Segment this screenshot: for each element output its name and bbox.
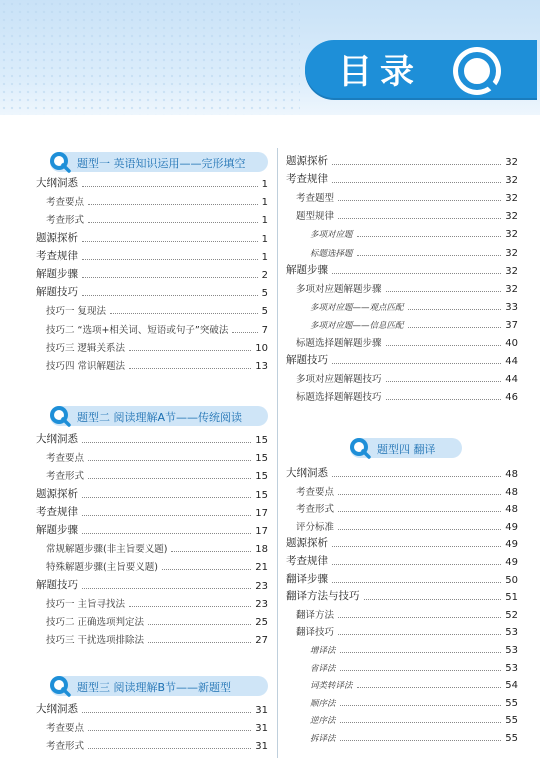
toc-entry[interactable]	[296, 605, 518, 621]
column-divider	[277, 148, 278, 758]
toc-entry-title: 省译法	[310, 663, 336, 674]
toc-entry-title: 逆序法	[310, 716, 336, 727]
toc-entry[interactable]	[46, 557, 268, 573]
toc-entry-title: 增译法	[310, 646, 336, 656]
toc-entry[interactable]	[310, 315, 518, 331]
toc-entry-title: 题源探析	[36, 487, 78, 500]
toc-entry-title: 技巧一 主旨寻找法	[46, 598, 126, 610]
toc-entry-page: 49	[505, 521, 518, 533]
toc-entry[interactable]	[36, 521, 268, 537]
dot-leader	[332, 163, 501, 165]
toc-entry-page: 32	[505, 157, 518, 168]
section-heading	[350, 438, 462, 458]
toc-entry[interactable]	[310, 243, 518, 259]
toc-entry-title: 考查要点	[46, 723, 85, 735]
toc-entry-title: 题型规律	[296, 211, 335, 223]
toc-entry[interactable]	[296, 279, 518, 295]
toc-entry-title: 多项对应题	[310, 230, 353, 241]
toc-entry[interactable]	[46, 594, 268, 610]
toc-entry-title: 考查形式	[46, 741, 85, 753]
toc-entry-page: 53	[505, 645, 518, 656]
dot-leader	[82, 258, 258, 260]
section-heading	[50, 152, 268, 172]
section-heading	[50, 406, 268, 426]
dot-leader	[340, 704, 502, 706]
toc-entry-title: 技巧二 正确选项判定法	[46, 617, 145, 628]
toc-entry-page: 51	[505, 592, 518, 604]
dot-leader	[338, 633, 501, 635]
toc-entry-title: 考查形式	[46, 215, 85, 227]
toc-entry[interactable]	[310, 710, 518, 726]
dot-leader	[232, 331, 257, 333]
toc-entry[interactable]	[310, 658, 518, 674]
magnifier-icon	[48, 150, 72, 174]
toc-entry[interactable]	[296, 482, 518, 498]
toc-entry-title: 考查形式	[46, 471, 85, 483]
toc-entry-page: 55	[505, 697, 518, 709]
magnifier-icon	[447, 40, 513, 102]
toc-entry[interactable]	[310, 728, 518, 744]
toc-entry[interactable]	[296, 333, 518, 349]
toc-entry-title: 多项对应题——观点匹配	[310, 302, 404, 313]
dot-leader	[332, 545, 501, 547]
dot-leader	[338, 493, 501, 495]
toc-entry[interactable]	[46, 192, 268, 208]
toc-entry-title: 常规解题步骤(非主旨要义题)	[46, 544, 168, 556]
toc-entry-page: 32	[505, 283, 518, 295]
toc-entry-title: 标题选择题	[310, 248, 353, 259]
toc-entry-page: 17	[255, 526, 268, 537]
toc-entry-page: 7	[261, 324, 268, 336]
dot-leader	[129, 349, 251, 351]
toc-entry[interactable]	[46, 612, 268, 628]
dot-leader	[386, 344, 502, 346]
dot-leader	[408, 326, 502, 328]
toc-entry[interactable]	[296, 622, 518, 638]
toc-entry-title: 题源探析	[286, 155, 328, 167]
dot-leader	[364, 598, 502, 600]
toc-entry[interactable]	[36, 503, 268, 519]
toc-entry-page: 15	[255, 435, 268, 446]
toc-entry-page: 15	[255, 489, 268, 501]
toc-entry[interactable]	[296, 499, 518, 515]
toc-entry[interactable]	[286, 152, 518, 168]
toc-entry[interactable]	[310, 224, 518, 240]
toc-entry-page: 48	[505, 469, 518, 480]
toc-entry-page: 49	[505, 539, 518, 551]
dot-leader	[338, 510, 501, 512]
toc-entry[interactable]	[46, 630, 268, 646]
toc-entry-page: 17	[255, 507, 268, 519]
dot-leader	[162, 568, 251, 570]
toc-entry-page: 48	[505, 504, 518, 516]
toc-entry-title: 大纲洞悉	[286, 467, 328, 479]
toc-entry[interactable]	[46, 356, 268, 372]
toc-entry-page: 1	[261, 251, 268, 263]
dot-leader	[408, 308, 502, 310]
dot-leader	[88, 477, 251, 479]
toc-entry-title: 翻译方法	[296, 609, 335, 621]
magnifier-icon	[48, 674, 72, 698]
dot-leader	[82, 240, 258, 242]
dot-leader	[340, 651, 502, 653]
toc-entry-page: 1	[261, 233, 268, 245]
dot-leader	[88, 459, 251, 461]
dot-leader	[357, 686, 502, 688]
dot-leader	[386, 398, 502, 400]
toc-entry-title: 解题步骤	[36, 524, 78, 536]
toc-entry-page: 15	[255, 471, 268, 483]
magnifier-icon	[348, 436, 372, 460]
toc-entry[interactable]	[310, 693, 518, 709]
toc-entry-title: 特殊解题步骤(主旨要义题)	[46, 562, 158, 574]
toc-entry-page: 32	[505, 211, 518, 223]
toc-entry[interactable]	[46, 338, 268, 354]
header-dot-pattern	[0, 0, 300, 115]
toc-entry-title: 标题选择题解题技巧	[296, 392, 382, 404]
dot-leader	[82, 294, 258, 296]
toc-entry-page: 40	[505, 338, 518, 349]
toc-entry-page: 32	[505, 229, 518, 241]
toc-entry[interactable]	[296, 517, 518, 533]
toc-entry[interactable]	[36, 430, 268, 446]
section-heading	[50, 676, 268, 696]
toc-entry-title: 技巧三 干扰选项排除法	[46, 635, 145, 647]
toc-entry[interactable]	[286, 351, 518, 367]
toc-entry-title: 技巧三 逻辑关系法	[46, 342, 126, 354]
toc-entry[interactable]	[36, 576, 268, 592]
toc-entry-title: 词类转译法	[310, 681, 353, 692]
dot-leader	[338, 217, 501, 219]
toc-entry-page: 44	[505, 374, 518, 386]
toc-entry-page: 27	[255, 635, 268, 647]
toc-entry-page: 52	[505, 609, 518, 621]
dot-leader	[88, 221, 258, 223]
toc-entry[interactable]	[286, 552, 518, 568]
toc-entry-title: 多项对应题——信息匹配	[310, 320, 404, 331]
toc-entry-page: 53	[505, 627, 518, 639]
toc-entry[interactable]	[286, 170, 518, 186]
toc-entry-page: 32	[505, 247, 518, 259]
toc-entry-page: 2	[261, 270, 268, 281]
toc-entry-page: 53	[505, 662, 518, 674]
toc-entry[interactable]	[46, 539, 268, 555]
toc-entry-page: 50	[505, 574, 518, 586]
toc-entry-page: 1	[261, 197, 268, 209]
toc-entry-title: 多项对应题解题技巧	[296, 374, 382, 386]
toc-entry-page: 44	[505, 356, 518, 368]
dot-leader	[82, 276, 258, 278]
dot-leader	[82, 185, 258, 187]
toc-entry[interactable]	[36, 265, 268, 281]
toc-entry-title: 解题技巧	[36, 578, 78, 591]
dot-leader	[357, 254, 502, 256]
toc-entry-page: 23	[255, 598, 268, 610]
dot-leader	[338, 528, 501, 530]
toc-entry-page: 5	[261, 306, 268, 318]
toc-entry-page: 49	[505, 557, 518, 568]
toc-entry-title: 考查要点	[46, 453, 85, 465]
dot-leader	[148, 623, 251, 625]
toc-entry-page: 15	[255, 453, 268, 465]
toc-entry-page: 21	[255, 562, 268, 574]
toc-entry[interactable]	[46, 210, 268, 226]
toc-entry-title: 标题选择题解题步骤	[296, 338, 382, 349]
dot-leader	[82, 532, 251, 534]
toc-entry-page: 55	[505, 733, 518, 744]
toc-entry-title: 大纲洞悉	[36, 433, 78, 445]
dot-leader	[338, 199, 501, 201]
dot-leader	[332, 181, 501, 183]
toc-entry[interactable]	[310, 640, 518, 656]
toc-entry-title: 考查要点	[296, 486, 335, 498]
toc-entry-page: 31	[255, 741, 268, 753]
toc-entry-page: 23	[255, 580, 268, 592]
toc-entry[interactable]	[46, 466, 268, 482]
dot-leader	[332, 475, 501, 477]
toc-entry-page: 13	[255, 361, 268, 372]
toc-entry[interactable]	[310, 297, 518, 313]
toc-entry-title: 顺序法	[310, 698, 336, 709]
toc-entry-title: 大纲洞悉	[36, 703, 78, 715]
toc-entry-page: 37	[505, 319, 518, 331]
toc-entry[interactable]	[36, 283, 268, 299]
toc-entry-page: 33	[505, 301, 518, 313]
toc-entry[interactable]	[36, 174, 268, 190]
toc-entry-page: 31	[255, 723, 268, 735]
section-heading-label: 题型三 阅读理解B节——新题型	[77, 681, 232, 694]
dot-leader	[357, 235, 502, 237]
toc-entry-title: 翻译方法与技巧	[286, 590, 360, 603]
dot-leader	[88, 729, 251, 731]
dot-leader	[110, 312, 258, 314]
toc-entry[interactable]	[36, 247, 268, 263]
dot-leader	[386, 290, 502, 292]
dot-leader	[82, 587, 251, 589]
toc-entry-title: 解题步骤	[286, 263, 328, 276]
dot-leader	[82, 441, 251, 443]
toc-entry[interactable]	[296, 188, 518, 204]
dot-leader	[332, 272, 501, 274]
toc-entry-page: 25	[255, 617, 268, 628]
toc-entry-page: 1	[261, 215, 268, 227]
toc-entry[interactable]	[286, 464, 518, 480]
toc-entry-page: 54	[505, 680, 518, 692]
section-heading-label: 题型二 阅读理解A节——传统阅读	[77, 411, 243, 424]
toc-entry-title: 考查规律	[36, 249, 78, 262]
dot-leader	[82, 711, 251, 713]
dot-leader	[88, 747, 251, 749]
toc-entry-title: 考查形式	[296, 504, 335, 516]
section-heading-label: 题型四 翻译	[377, 443, 436, 456]
toc-entry[interactable]	[286, 570, 518, 586]
toc-entry-page: 55	[505, 715, 518, 727]
toc-entry-title: 题源探析	[36, 231, 78, 244]
toc-entry-title: 翻译步骤	[286, 572, 328, 585]
toc-entry-title: 考查题型	[296, 193, 335, 205]
page-title: 目录	[338, 52, 422, 92]
toc-entry[interactable]	[46, 736, 268, 752]
toc-entry-title: 考查规律	[286, 173, 328, 186]
toc-entry[interactable]	[36, 485, 268, 501]
toc-entry-page: 46	[505, 392, 518, 404]
dot-leader	[338, 616, 501, 618]
toc-entry-title: 技巧二 “选项+相关词、短语或句子”突破法	[46, 324, 229, 336]
toc-entry[interactable]	[286, 587, 518, 603]
dot-leader	[332, 563, 501, 565]
toc-entry[interactable]	[286, 261, 518, 277]
dot-leader	[340, 739, 502, 741]
toc-entry-title: 考查规律	[286, 555, 328, 567]
toc-entry-title: 考查规律	[36, 505, 78, 518]
toc-entry-page: 32	[505, 193, 518, 205]
toc-entry[interactable]	[286, 534, 518, 550]
toc-entry-title: 解题步骤	[36, 268, 78, 280]
toc-entry-page: 32	[505, 175, 518, 187]
toc-entry[interactable]	[296, 387, 518, 403]
toc-entry-page: 48	[505, 486, 518, 498]
toc-entry-page: 5	[261, 288, 268, 300]
toc-entry-title: 技巧四 常识解题法	[46, 361, 126, 372]
dot-leader	[340, 669, 502, 671]
toc-entry[interactable]	[296, 206, 518, 222]
toc-entry-title: 考查要点	[46, 197, 85, 209]
dot-leader	[332, 362, 501, 364]
dot-leader	[386, 380, 502, 382]
toc-entry[interactable]	[46, 448, 268, 464]
toc-entry-title: 多项对应题解题步骤	[296, 283, 382, 295]
dot-leader	[129, 605, 251, 607]
dot-leader	[171, 550, 251, 552]
toc-entry-page: 18	[255, 544, 268, 556]
dot-leader	[82, 496, 251, 498]
dot-leader	[340, 721, 502, 723]
dot-leader	[129, 367, 251, 369]
toc-entry[interactable]	[46, 301, 268, 317]
toc-entry[interactable]	[36, 229, 268, 245]
toc-entry[interactable]	[46, 718, 268, 734]
toc-entry-title: 评分标准	[296, 521, 335, 533]
toc-entry-title: 拆译法	[310, 734, 336, 744]
dot-leader	[88, 203, 258, 205]
toc-entry[interactable]	[36, 700, 268, 716]
toc-entry-page: 10	[255, 342, 268, 354]
magnifier-icon	[48, 404, 72, 428]
toc-entry-title: 题源探析	[286, 537, 328, 550]
section-heading-label: 题型一 英语知识运用——完形填空	[77, 157, 246, 170]
toc-entry-title: 大纲洞悉	[36, 177, 78, 189]
toc-entry-title: 解题技巧	[286, 354, 328, 367]
toc-entry-page: 1	[261, 179, 268, 190]
toc-entry[interactable]	[46, 320, 268, 336]
dot-leader	[82, 514, 251, 516]
toc-entry-page: 31	[255, 705, 268, 716]
toc-entry-page: 32	[505, 265, 518, 277]
toc-entry-title: 技巧一 复现法	[46, 306, 107, 318]
toc-entry-title: 解题技巧	[36, 286, 78, 299]
dot-leader	[332, 581, 501, 583]
toc-entry[interactable]	[296, 369, 518, 385]
toc-entry[interactable]	[310, 675, 518, 691]
dot-leader	[148, 641, 251, 643]
toc-entry-title: 翻译技巧	[296, 627, 335, 639]
